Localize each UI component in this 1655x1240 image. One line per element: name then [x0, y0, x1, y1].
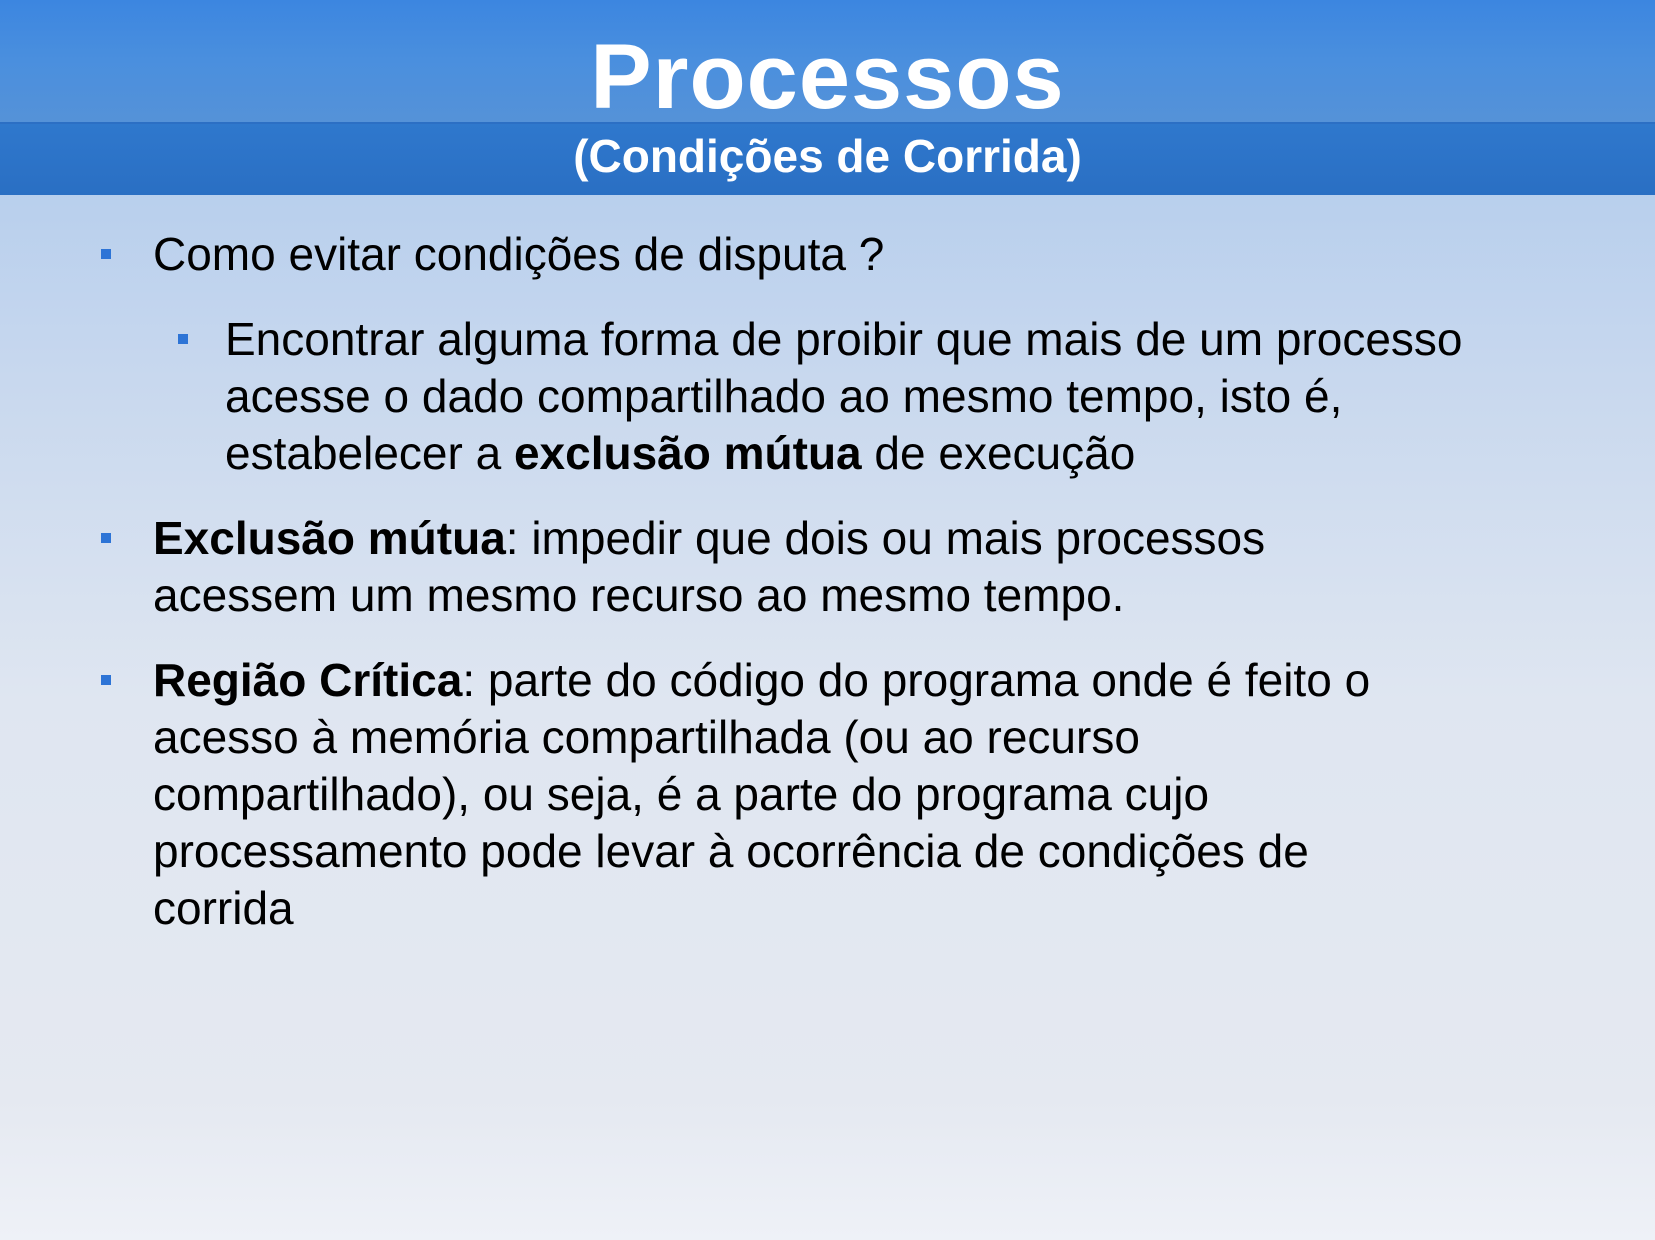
bullet-3-line-1 — [153, 652, 1370, 709]
bullet-3-line-5: corrida — [153, 882, 294, 934]
bullet-2-line-2: acessem um mesmo recurso ao mesmo tempo. — [153, 569, 1125, 621]
sub-bullet-1-line-3-pre: estabelecer a — [225, 427, 514, 479]
sub-bullet-1-bold-term: exclusão mútua — [513, 427, 862, 479]
bullet-3-line-3: compartilhado), ou seja, é a parte do programa cujo — [153, 768, 1210, 820]
sub-bullet-1-line-3-post: de execução — [861, 427, 1136, 479]
bullet-item-1 — [153, 226, 884, 283]
sub-bullet-item-1 — [225, 311, 1463, 482]
bullet-3-bold-term: Região Crítica — [153, 654, 463, 706]
slide-subtitle: (Condições de Corrida) — [573, 130, 1082, 182]
bullet-item-3 — [153, 652, 1370, 937]
bullet-3-line-4: processamento pode levar à ocorrência de condições de — [153, 825, 1309, 877]
title-bar — [0, 0, 1655, 195]
sub-bullet-1-line-1: Encontrar alguma forma de proibir que mais de um processo — [225, 313, 1463, 365]
sub-bullet-marker-icon — [178, 334, 188, 344]
bullet-1-line: Como evitar condições de disputa ? — [153, 228, 885, 280]
slide-title: Processos — [590, 26, 1065, 128]
bullet-marker-icon — [101, 249, 111, 259]
bullet-3-line-2: acesso à memória compartilhada (ou ao recurso — [153, 711, 1140, 763]
bullet-2-line-1 — [153, 510, 1265, 567]
bullet-item-2 — [153, 510, 1265, 624]
bullet-2-line-1-post: : impedir que dois ou mais processos — [505, 512, 1266, 564]
sub-bullet-1-line-2: acesse o dado compartilhado ao mesmo tempo, isto é, — [225, 370, 1343, 422]
bullet-3-line-1-post: : parte do código do programa onde é feito o — [462, 654, 1371, 706]
bullet-marker-icon — [101, 675, 111, 685]
sub-bullet-1-line-3 — [225, 425, 1463, 482]
bullet-marker-icon — [101, 533, 111, 543]
bullet-2-bold-term: Exclusão mútua — [153, 512, 506, 564]
